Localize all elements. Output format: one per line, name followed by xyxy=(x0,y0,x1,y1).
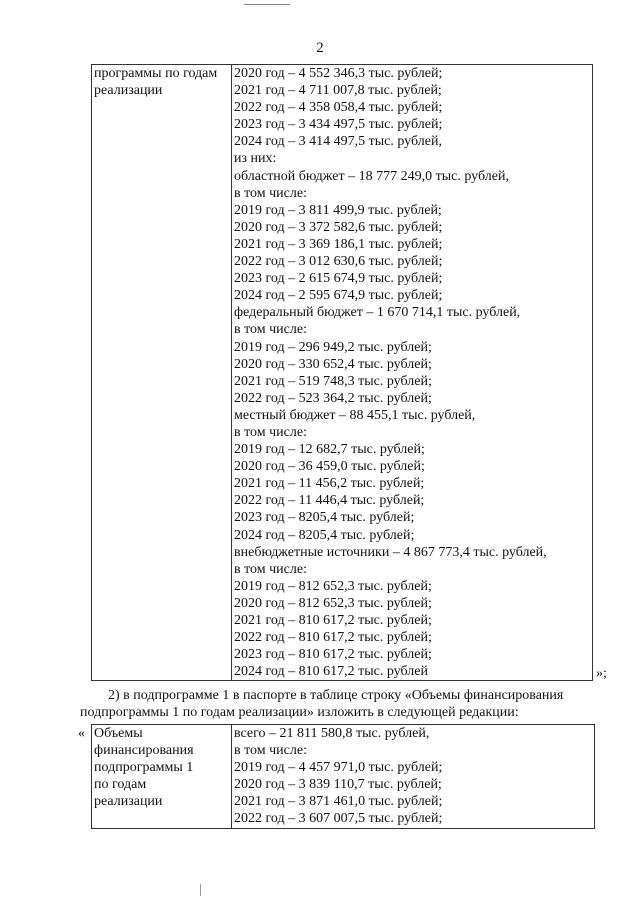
text-line: местный бюджет – 88 455,1 тыс. рублей, xyxy=(234,407,476,423)
text-line: 2024 год – 2 595 674,9 тыс. рублей; xyxy=(234,288,443,304)
text-line: 2023 год – 3 434 497,5 тыс. рублей; xyxy=(234,117,443,133)
opening-quote: « xyxy=(78,726,85,741)
text-line: 2020 год – 3 839 110,7 тыс. рублей; xyxy=(234,777,442,793)
text-line: 2021 год – 810 617,2 тыс. рублей; xyxy=(234,613,432,628)
text-line: в том числе: xyxy=(234,561,307,577)
text-line: по годам xyxy=(94,777,147,793)
paragraph-line-1: 2) в подпрограмме 1 в паспорте в таблице строку «Объемы финансирования xyxy=(108,688,564,703)
text-line: 2023 год – 2 615 674,9 тыс. рублей; xyxy=(234,271,443,287)
text-line: 2020 год – 330 652,4 тыс. рублей; xyxy=(234,356,432,372)
text-line: финансирования xyxy=(94,743,194,759)
text-line: 2023 год – 8205,4 тыс. рублей; xyxy=(234,510,415,526)
text-line: всего – 21 811 580,8 тыс. рублей, xyxy=(234,726,430,741)
funding-table-2 xyxy=(91,724,595,829)
text-line: 2022 год – 3 607 007,5 тыс. рублей; xyxy=(234,811,443,827)
top-scan-mark xyxy=(244,4,290,8)
text-line: 2022 год – 4 358 058,4 тыс. рублей; xyxy=(234,100,443,116)
text-line: областной бюджет – 18 777 249,0 тыс. рублей, xyxy=(234,168,509,184)
text-line: реализации xyxy=(94,794,163,810)
text-line: 2021 год – 519 748,3 тыс. рублей; xyxy=(234,373,432,389)
text-line: 2024 год – 8205,4 тыс. рублей; xyxy=(234,527,415,543)
paragraph-line-2: подпрограммы 1 по годам реализации» изложить в следующей редакции: xyxy=(80,705,519,720)
text-line: Объемы xyxy=(94,726,143,741)
row-value-cell xyxy=(232,65,593,681)
text-line: 2019 год – 812 652,3 тыс. рублей; xyxy=(234,578,432,594)
text-line: 2021 год – 3 369 186,1 тыс. рублей; xyxy=(234,236,443,252)
text-line: 2021 год – 11 456,2 тыс. рублей; xyxy=(234,476,425,492)
text-line: 2024 год – 810 617,2 тыс. рублей xyxy=(234,664,428,680)
text-line: внебюджетные источники – 4 867 773,4 тыс. рублей, xyxy=(234,544,547,560)
text-line: в том числе: xyxy=(234,424,307,440)
text-line: подпрограммы 1 xyxy=(94,760,194,776)
text-line: 2024 год – 3 414 497,5 тыс. рублей, xyxy=(234,134,442,150)
text-line: реализации xyxy=(94,83,163,99)
page-number: 2 xyxy=(316,40,324,56)
text-line: 2023 год – 810 617,2 тыс. рублей; xyxy=(234,647,432,663)
text-line: в том числе: xyxy=(234,743,307,759)
text-line: 2021 год – 4 711 007,8 тыс. рублей; xyxy=(234,83,442,99)
text-line: 2019 год – 296 949,2 тыс. рублей; xyxy=(234,339,432,355)
closing-quote: »; xyxy=(596,666,607,681)
text-line: 2020 год – 812 652,3 тыс. рублей; xyxy=(234,595,432,611)
text-line: 2019 год – 3 811 499,9 тыс. рублей; xyxy=(234,202,442,218)
text-line: 2019 год – 4 457 971,0 тыс. рублей; xyxy=(234,760,443,776)
row-label-cell xyxy=(92,65,232,681)
funding-table-1 xyxy=(91,64,593,681)
text-line: 2020 год – 3 372 582,6 тыс. рублей; xyxy=(234,219,443,235)
table-row xyxy=(92,65,593,681)
text-line: 2022 год – 810 617,2 тыс. рублей; xyxy=(234,630,432,646)
text-line: программы по годам xyxy=(94,66,218,81)
text-line: 2020 год – 36 459,0 тыс. рублей; xyxy=(234,459,425,475)
text-line: из них: xyxy=(234,151,277,167)
text-line: 2022 год – 3 012 630,6 тыс. рублей; xyxy=(234,254,443,270)
row-value-cell xyxy=(232,725,595,829)
text-line: федеральный бюджет – 1 670 714,1 тыс. рублей, xyxy=(234,305,521,321)
text-line: 2020 год – 4 552 346,3 тыс. рублей; xyxy=(234,66,443,81)
text-line: в том числе: xyxy=(234,322,307,338)
table-row xyxy=(92,725,595,829)
bottom-scan-mark xyxy=(200,884,201,896)
row-label-cell xyxy=(92,725,232,829)
text-line: в том числе: xyxy=(234,185,307,201)
text-line: 2019 год – 12 682,7 тыс. рублей; xyxy=(234,442,425,458)
text-line: 2021 год – 3 871 461,0 тыс. рублей; xyxy=(234,794,443,810)
text-line: 2022 год – 523 364,2 тыс. рублей; xyxy=(234,390,432,406)
text-line: 2022 год – 11 446,4 тыс. рублей; xyxy=(234,493,425,509)
